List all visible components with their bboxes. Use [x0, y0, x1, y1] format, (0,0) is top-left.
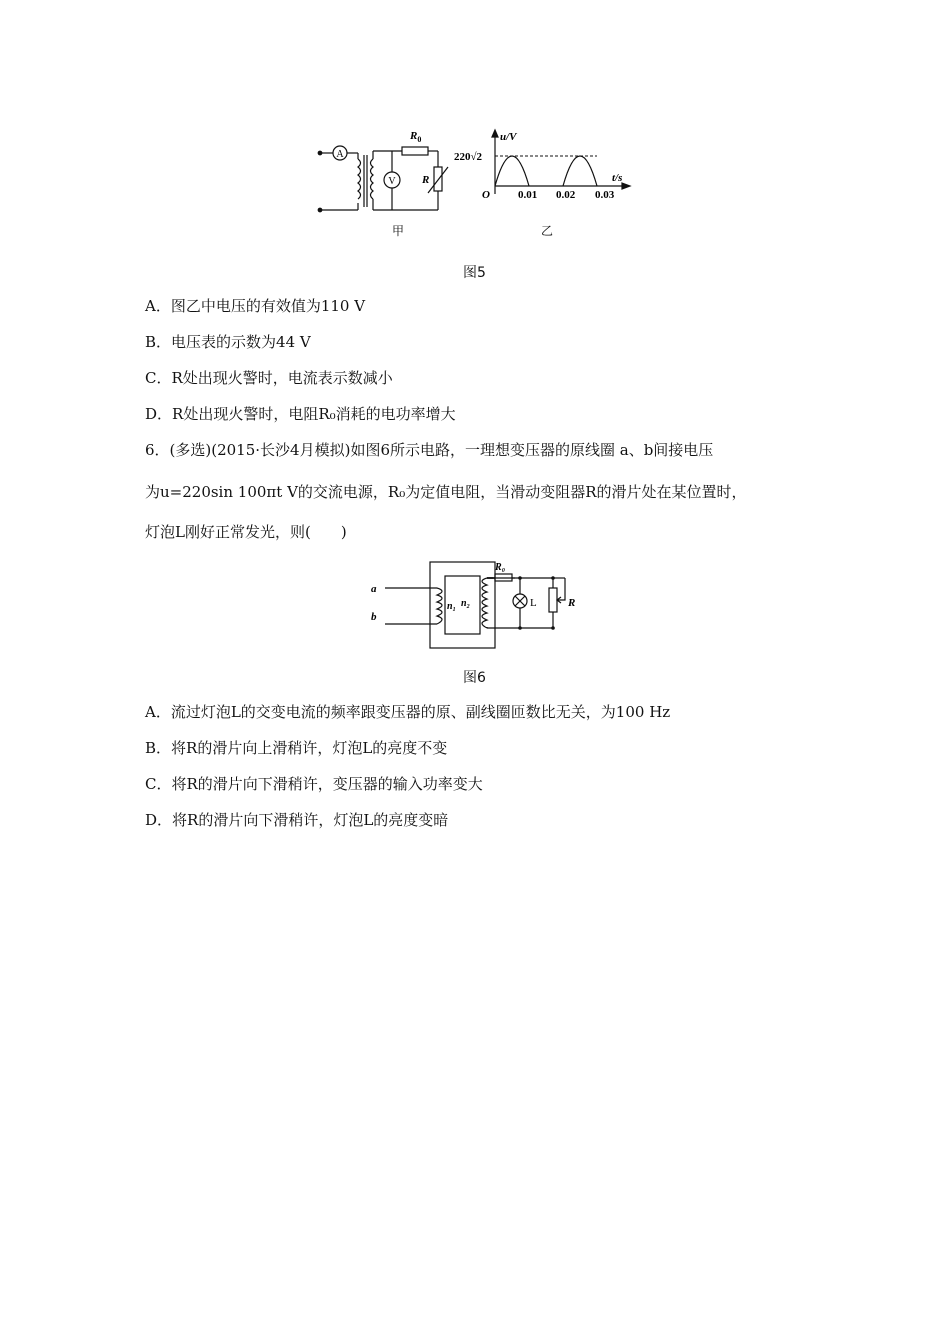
- origin-label: O: [482, 189, 490, 201]
- y-axis-label: u/V: [500, 131, 517, 143]
- r0-label: $R_0$: [410, 130, 422, 144]
- terminal-b-label: b: [371, 611, 377, 623]
- x-axis-label: t/s: [612, 172, 623, 184]
- q5-option-c: C．R处出现火警时，电流表示数减小: [145, 369, 393, 387]
- n1-label: n₁: [447, 601, 457, 612]
- q5-option-a: A．图乙中电压的有效值为110 V: [145, 297, 366, 315]
- q6-stem-line1: 6．(多选)(2015·长沙4月模拟)如图6所示电路，一理想变压器的原线圈 a、b间接电压: [145, 441, 714, 459]
- tick-label: 0.02: [556, 189, 576, 201]
- circuit-label: 甲: [392, 224, 405, 238]
- figure6-caption: 图6: [463, 670, 486, 686]
- ammeter-label: A: [336, 149, 344, 160]
- tick-label: 0.03: [595, 189, 615, 201]
- q5-option-d: D．R处出现火警时，电阻R₀消耗的电功率增大: [145, 405, 456, 423]
- peak-label: 220√2: [454, 151, 483, 163]
- n2-label: n₂: [461, 598, 471, 609]
- lamp-label: L: [530, 597, 537, 609]
- q5-option-b: B．电压表的示数为44 V: [145, 333, 311, 351]
- q6-option-b: B．将R的滑片向上滑稍许，灯泡L的亮度不变: [145, 739, 448, 757]
- r0-label: R₀: [495, 562, 506, 573]
- q6-stem-line2: 为u=220sin 100πt V的交流电源，R₀为定值电阻，当滑动变阻器R的滑片处在某位置时，: [145, 483, 747, 501]
- r-label: R: [422, 174, 430, 186]
- figure6-circuit: [365, 556, 585, 652]
- figure5-circuit: [310, 125, 450, 220]
- q6-option-c: C．将R的滑片向下滑稍许，变压器的输入功率变大: [145, 775, 483, 793]
- q6-option-d: D．将R的滑片向下滑稍许，灯泡L的亮度变暗: [145, 811, 449, 829]
- figure5-caption: 图5: [463, 265, 486, 281]
- tick-label: 0.01: [518, 189, 538, 201]
- voltmeter-label: V: [388, 176, 396, 187]
- terminal-a-label: a: [371, 583, 377, 595]
- figure5-graph: [450, 128, 635, 213]
- q6-option-a: A．流过灯泡L的交变电流的频率跟变压器的原、副线圈匝数比无关，为100 Hz: [145, 703, 671, 721]
- graph-label: 乙: [541, 224, 554, 238]
- rheostat-label: R: [568, 597, 576, 609]
- q6-stem-line3: 灯泡L刚好正常发光，则( ): [145, 523, 347, 541]
